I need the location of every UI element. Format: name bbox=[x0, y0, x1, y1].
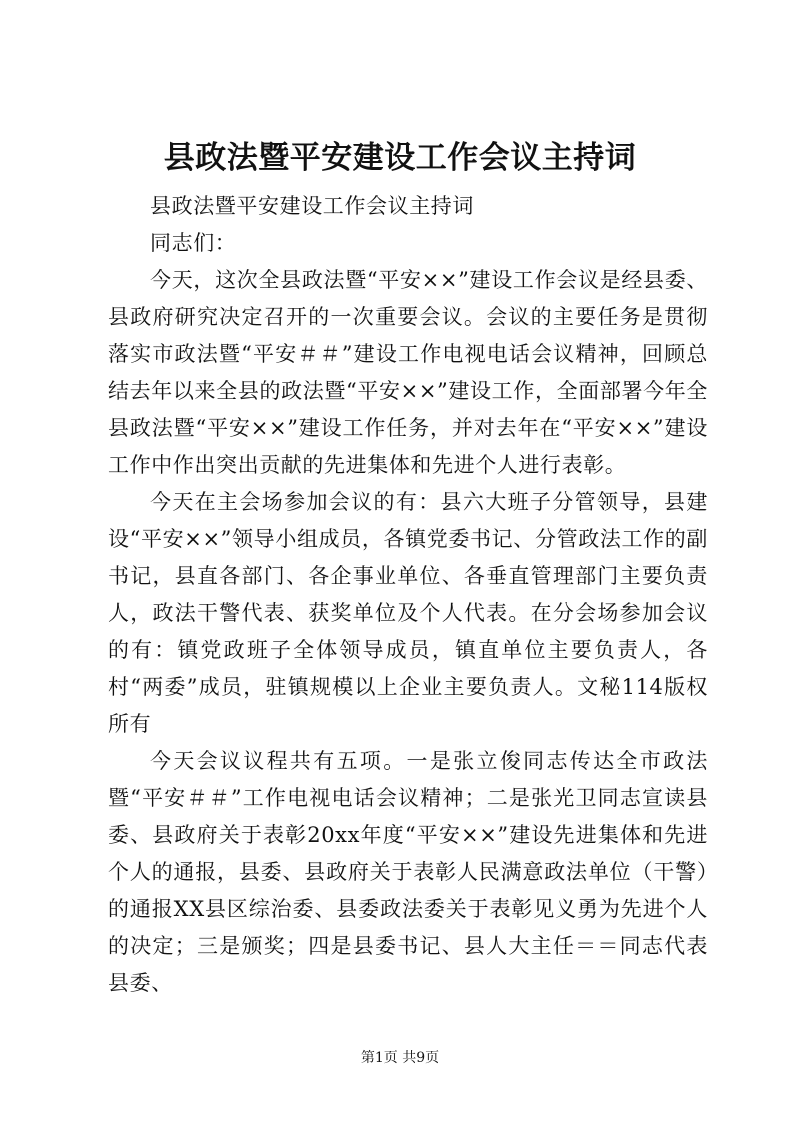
paragraph-agenda: 今天会议议程共有五项。一是张立俊同志传达全市政法暨“平安＃＃”工作电视电话会议精神；二是张光卫同志宣读县委、县政府关于表彰20xx年度“平安××”建设先进集体和先进个人的通报，县委、县政府关于表彰人民满意政法单位（干警）的通报XX县区综治委、县委政法委关于表彰见义勇为先进个人的决定；三是颁奖；四是县委书记、县人大主任＝＝同志代表县委、 bbox=[108, 749, 708, 995]
paragraph-salutation: 同志们： bbox=[150, 231, 237, 255]
paragraph-attendees: 今天在主会场参加会议的有：县六大班子分管领导，县建设“平安××”领导小组成员，各镇党委书记、分管政法工作的副书记，县直各部门、各企事业单位、各垂直管理部门主要负责人，政法干警代表、获奖单位及个人代表。在分会场参加会议的有：镇党政班子全体领导成员，镇直单位主要负责人，各村“两委”成员，驻镇规模以上企业主要负责人。文秘114版权所有 bbox=[108, 490, 708, 736]
document-title: 县政法暨平安建设工作会议主持词 bbox=[163, 140, 637, 176]
paragraph-subtitle: 县政法暨平安建设工作会议主持词 bbox=[150, 194, 474, 218]
page-footer: 第1页 共9页 bbox=[360, 1050, 440, 1066]
paragraph-purpose: 今天，这次全县政法暨“平安××”建设工作会议是经县委、县政府研究决定召开的一次重要会议。会议的主要任务是贯彻落实市政法暨“平安＃＃”建设工作电视电话会议精神，回顾总结去年以来全县的政法暨“平安××”建设工作，全面部署今年全县政法暨“平安××”建设工作任务，并对去年在“平安××”建设工作中作出突出贡献的先进集体和先进个人进行表彰。 bbox=[108, 268, 708, 477]
document-body bbox=[108, 188, 708, 1002]
